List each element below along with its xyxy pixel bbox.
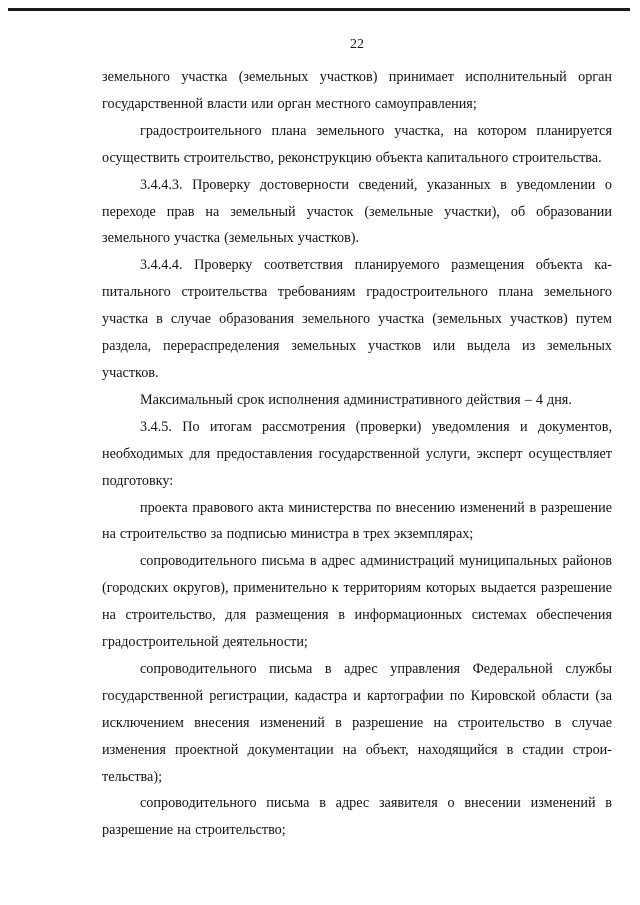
page-number: 22 <box>350 37 364 52</box>
top-border-line <box>8 8 630 11</box>
paragraph-gradplan: градостроительного плана земельного участка, на котором планируется осуществить строительство, реконструкцию объекта капитального строительства. <box>102 122 612 166</box>
paragraph-letter-rosreestr: сопроводительного письма в адрес управления Федеральной службы государственной регистрации, кадастра и картографии по Кировской области (за исключением внесения изменений в разрешение на строительство в случае изменения проектной документации на объект, находящийся в стадии строительства); <box>102 660 612 785</box>
paragraph-continuation: земельного участка (земельных участков) принимает исполнительный орган государственной власти или орган местного самоуправления; <box>102 69 612 112</box>
paragraph-max-term: Максимальный срок исполнения административного действия – 4 дня. <box>140 391 572 408</box>
paragraph-legal-act-draft: проекта правового акта министерства по внесению изменений в разрешение на строительство за подписью министра в трех экземплярах; <box>102 499 612 543</box>
document-page <box>102 34 612 844</box>
paragraph-3-4-4-3: 3.4.4.3. Проверку достоверности сведений, указанных в уведомлении о переходе прав на земельный участок (земельные участки), об образовании земельного участка (земельных участков). <box>102 176 612 247</box>
paragraph-3-4-4-4: 3.4.4.4. Проверку соответствия планируемого размещения объекта капитального строительства требованиям градостроительного плана земельного участка в случае образования земельного участка (земельных участков) путем раздела, перераспределения земельных участков или выдела из земельных участков. <box>102 257 612 381</box>
paragraph-letter-municipal: сопроводительного письма в адрес администраций муниципальных районов (городских округов), применительно к территориям которых выдается разрешение на строительство, для размещения в информационных системах обеспечения градостроительной деятельности; <box>102 553 612 651</box>
paragraph-3-4-5: 3.4.5. По итогам рассмотрения (проверки) уведомления и документов, необходимых для предоставления государственной услуги, эксперт осуществляет подготовку: <box>102 418 612 489</box>
paragraph-letter-applicant: сопроводительного письма в адрес заявителя о внесении изменений в разрешение на строительство; <box>102 795 612 839</box>
